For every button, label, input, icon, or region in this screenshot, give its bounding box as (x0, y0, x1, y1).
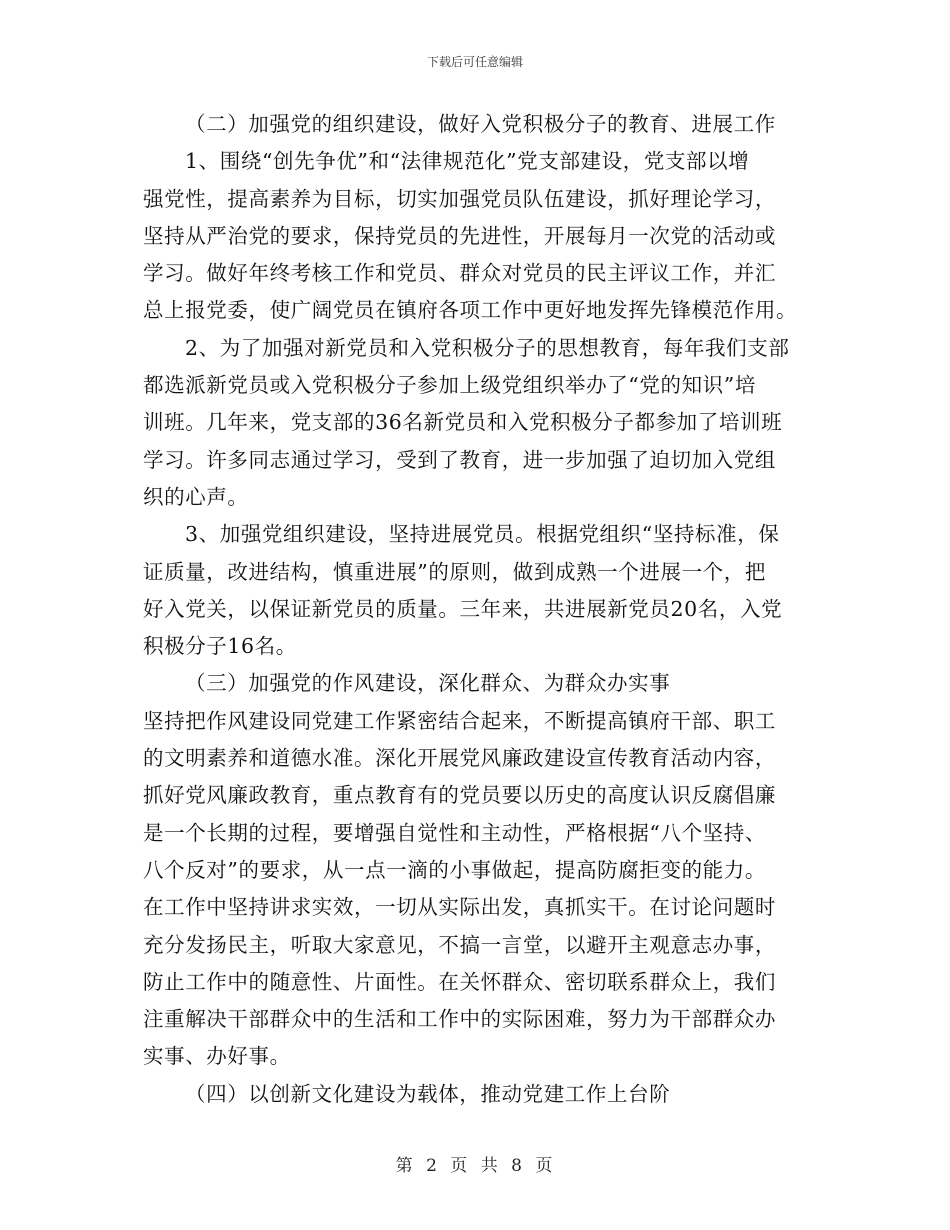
text-line: 注重解决干部群众中的生活和工作中的实际困难，努力为干部群众办 (143, 1007, 776, 1032)
text-line: 证质量，改进结构，慎重进展”的原则，做到成熟一个进展一个，把 (143, 559, 766, 584)
document-body (143, 106, 813, 1113)
text-line: 抓好党风廉政教育，重点教育有的党员要以历史的高度认识反腐倡廉 (143, 783, 776, 808)
text-line: 积极分子16名。 (143, 634, 297, 659)
text-line: 的文明素养和道德水准。深化开展党风廉政建设宣传教育活动内容， (143, 746, 776, 771)
text-line: 实事、办好事。 (143, 1044, 291, 1069)
text-line: 八个反对”的要求，从一点一滴的小事做起，提高防腐拒变的能力。 (143, 857, 766, 882)
text-line: 防止工作中的随意性、片面性。在关怀群众、密切联系群众上，我们 (143, 969, 776, 994)
text-line: 坚持从严治党的要求，保持党员的先进性，开展每月一次党的活动或 (143, 223, 776, 248)
text-line: 都选派新党员或入党积极分子参加上级党组织举办了“党的知识”培 (143, 373, 756, 398)
page-number: 第 2 页 共 8 页 (395, 1156, 555, 1176)
text-line: 是一个长期的过程，要增强自觉性和主动性，严格根据“八个坚持、 (143, 820, 766, 845)
text-line: 3、加强党组织建设，坚持进展党员。根据党组织“坚持标准，保 (185, 522, 780, 547)
text-line: 学习。许多同志通过学习，受到了教育，进一步加强了迫切加入党组 (143, 447, 776, 472)
text-line: （四）以创新文化建设为载体，推动党建工作上台阶 (185, 1081, 671, 1106)
text-line: 好入党关，以保证新党员的质量。三年来，共进展新党员20名，入党 (143, 596, 783, 621)
text-line: 训班。几年来，党支部的36名新党员和入党积极分子都参加了培训班 (143, 410, 783, 435)
text-line: 在工作中坚持讲求实效，一切从实际出发，真抓实干。在讨论问题时 (143, 895, 776, 920)
text-line: 学习。做好年终考核工作和党员、群众对党员的民主评议工作，并汇 (143, 261, 776, 286)
text-line: 2、为了加强对新党员和入党积极分子的思想教育，每年我们支部 (185, 335, 790, 360)
page-header-note: 下载后可任意编辑 (426, 55, 523, 69)
text-line: （三）加强党的作风建设，深化群众、为群众办实事 (185, 671, 671, 696)
text-line: 坚持把作风建设同党建工作紧密结合起来，不断提高镇府干部、职工 (143, 708, 776, 733)
text-line: 强党性，提高素养为目标，切实加强党员队伍建设，抓好理论学习， (143, 186, 776, 211)
text-line: 1、围绕“创先争优”和“法律规范化”党支部建设，党支部以增 (185, 149, 750, 174)
text-line: 充分发扬民主，听取大家意见，不搞一言堂，以避开主观意志办事， (143, 932, 776, 957)
text-line: （二）加强党的组织建设，做好入党积极分子的教育、进展工作 (185, 112, 776, 136)
text-line: 总上报党委，使广阔党员在镇府各项工作中更好地发挥先锋模范作用。 (143, 298, 798, 323)
text-line: 织的心声。 (143, 484, 249, 509)
